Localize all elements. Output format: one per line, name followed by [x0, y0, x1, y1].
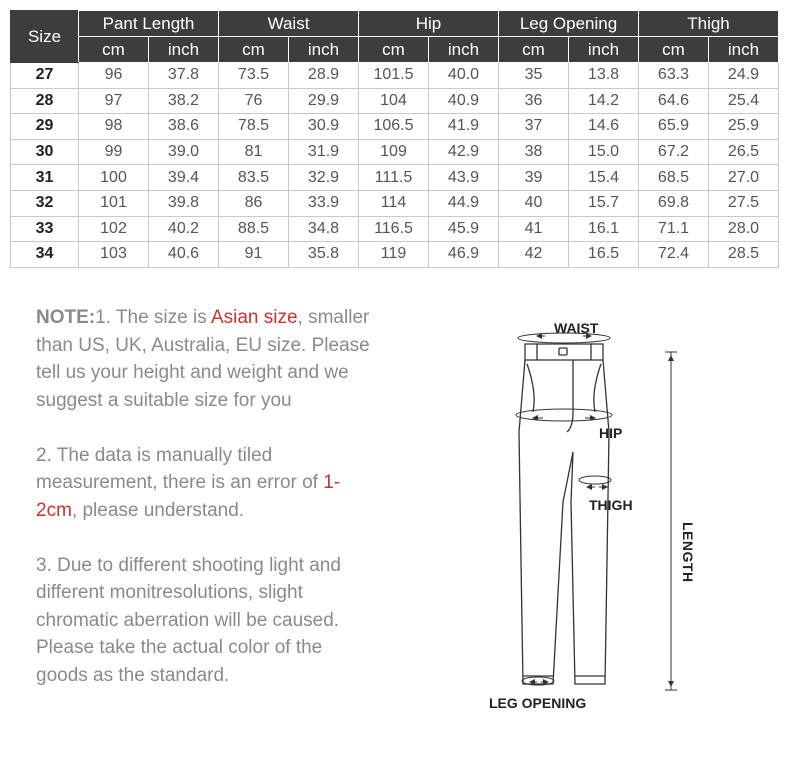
- table-cell: 88.5: [219, 216, 289, 242]
- table-cell: 71.1: [639, 216, 709, 242]
- table-cell: 32.9: [289, 165, 359, 191]
- table-cell: 78.5: [219, 114, 289, 140]
- table-cell: 39: [499, 165, 569, 191]
- table-cell: 28.5: [709, 242, 779, 268]
- pants-measurement-diagram: [475, 312, 725, 717]
- waist-header: Waist: [219, 11, 359, 37]
- thigh-label: THIGH: [589, 497, 633, 513]
- table-cell: 33.9: [289, 190, 359, 216]
- leg-opening-label: LEG OPENING: [489, 695, 587, 711]
- note-1-text-after: , smaller than US, UK, Australia, EU size. Please tell us your height and weight and we suggest a suitable size for you: [36, 307, 370, 411]
- thigh-header: Thigh: [639, 11, 779, 37]
- length-label: LENGTH: [680, 522, 696, 583]
- note-1-highlight: Asian size: [210, 307, 298, 328]
- size-cell: 27: [11, 63, 79, 89]
- table-cell: 97: [79, 88, 149, 114]
- note-1-text-before: 1. The size is: [95, 307, 211, 328]
- note-2-text-after: , please understand.: [71, 499, 245, 521]
- leg-opening-header: Leg Opening: [499, 11, 639, 37]
- table-cell: 25.4: [709, 88, 779, 114]
- table-cell: 37.8: [149, 63, 219, 89]
- table-cell: 91: [219, 242, 289, 268]
- table-cell: 104: [359, 88, 429, 114]
- table-cell: 119: [359, 242, 429, 268]
- table-row: [11, 88, 779, 114]
- table-cell: 101: [79, 190, 149, 216]
- table-cell: 109: [359, 139, 429, 165]
- table-row: [11, 114, 779, 140]
- unit-header: inch: [569, 37, 639, 63]
- table-cell: 102: [79, 216, 149, 242]
- size-cell: 29: [11, 114, 79, 140]
- table-cell: 27.0: [709, 165, 779, 191]
- table-cell: 69.8: [639, 190, 709, 216]
- table-cell: 14.6: [569, 114, 639, 140]
- table-row: [11, 242, 779, 268]
- table-cell: 42: [499, 242, 569, 268]
- table-cell: 38.2: [149, 88, 219, 114]
- table-cell: 14.2: [569, 88, 639, 114]
- unit-header: cm: [639, 37, 709, 63]
- table-cell: 41.9: [429, 114, 499, 140]
- pant-length-header: Pant Length: [79, 11, 219, 37]
- unit-header: cm: [359, 37, 429, 63]
- table-cell: 42.9: [429, 139, 499, 165]
- table-cell: 81: [219, 139, 289, 165]
- table-cell: 37: [499, 114, 569, 140]
- table-cell: 15.0: [569, 139, 639, 165]
- table-row: [11, 63, 779, 89]
- size-cell: 34: [11, 242, 79, 268]
- table-cell: 15.4: [569, 165, 639, 191]
- note-2-highlight: 1-2cm: [36, 472, 341, 521]
- unit-header: inch: [429, 37, 499, 63]
- table-cell: 16.1: [569, 216, 639, 242]
- unit-header: cm: [499, 37, 569, 63]
- table-row: [11, 139, 779, 165]
- table-units-header-row: [11, 37, 779, 63]
- table-cell: 96: [79, 63, 149, 89]
- table-cell: 86: [219, 190, 289, 216]
- table-cell: 116.5: [359, 216, 429, 242]
- table-cell: 39.0: [149, 139, 219, 165]
- table-cell: 31.9: [289, 139, 359, 165]
- table-cell: 36: [499, 88, 569, 114]
- table-body: [11, 63, 779, 268]
- table-cell: 40.2: [149, 216, 219, 242]
- table-cell: 40.9: [429, 88, 499, 114]
- table-cell: 45.9: [429, 216, 499, 242]
- hip-label: HIP: [599, 425, 623, 441]
- table-cell: 16.5: [569, 242, 639, 268]
- note-paragraph-2: [36, 442, 376, 525]
- table-cell: 29.9: [289, 88, 359, 114]
- unit-header: cm: [219, 37, 289, 63]
- table-cell: 27.5: [709, 190, 779, 216]
- table-cell: 64.6: [639, 88, 709, 114]
- unit-header: inch: [709, 37, 779, 63]
- table-cell: 68.5: [639, 165, 709, 191]
- table-cell: 111.5: [359, 165, 429, 191]
- table-cell: 46.9: [429, 242, 499, 268]
- table-cell: 41: [499, 216, 569, 242]
- unit-header: inch: [149, 37, 219, 63]
- table-cell: 39.4: [149, 165, 219, 191]
- table-cell: 101.5: [359, 63, 429, 89]
- size-cell: 33: [11, 216, 79, 242]
- table-cell: 43.9: [429, 165, 499, 191]
- size-cell: 31: [11, 165, 79, 191]
- table-row: [11, 216, 779, 242]
- table-cell: 103: [79, 242, 149, 268]
- table-cell: 83.5: [219, 165, 289, 191]
- table-cell: 63.3: [639, 63, 709, 89]
- table-cell: 106.5: [359, 114, 429, 140]
- pants-outline: [519, 344, 609, 684]
- table-cell: 25.9: [709, 114, 779, 140]
- table-cell: 38: [499, 139, 569, 165]
- table-cell: 40.6: [149, 242, 219, 268]
- table-cell: 28.0: [709, 216, 779, 242]
- table-cell: 39.8: [149, 190, 219, 216]
- table-cell: 100: [79, 165, 149, 191]
- table-cell: 72.4: [639, 242, 709, 268]
- table-cell: 26.5: [709, 139, 779, 165]
- table-cell: 67.2: [639, 139, 709, 165]
- hip-header: Hip: [359, 11, 499, 37]
- note-paragraph-1: [36, 304, 376, 414]
- table-cell: 73.5: [219, 63, 289, 89]
- table-cell: 40.0: [429, 63, 499, 89]
- table-cell: 98: [79, 114, 149, 140]
- table-cell: 13.8: [569, 63, 639, 89]
- table-cell: 35: [499, 63, 569, 89]
- table-cell: 24.9: [709, 63, 779, 89]
- size-chart-table: [10, 10, 779, 268]
- unit-header: cm: [79, 37, 149, 63]
- table-cell: 76: [219, 88, 289, 114]
- table-cell: 28.9: [289, 63, 359, 89]
- size-cell: 28: [11, 88, 79, 114]
- size-note: [36, 304, 376, 689]
- table-cell: 65.9: [639, 114, 709, 140]
- table-row: [11, 190, 779, 216]
- note-2-text-before: 2. The data is manually tiled measurement, there is an error of: [36, 444, 324, 493]
- size-cell: 32: [11, 190, 79, 216]
- table-cell: 35.8: [289, 242, 359, 268]
- waist-label: WAIST: [554, 320, 599, 336]
- size-cell: 30: [11, 139, 79, 165]
- table-cell: 30.9: [289, 114, 359, 140]
- table-cell: 15.7: [569, 190, 639, 216]
- table-group-header-row: [11, 11, 779, 37]
- table-cell: 34.8: [289, 216, 359, 242]
- unit-header: inch: [289, 37, 359, 63]
- table-cell: 40: [499, 190, 569, 216]
- table-cell: 38.6: [149, 114, 219, 140]
- note-paragraph-3: 3. Due to different shooting light and different monitresolutions, slight chromatic aberration will be caused. Please take the actual color of the goods as the standard.: [36, 554, 341, 686]
- table-row: [11, 165, 779, 191]
- table-cell: 99: [79, 139, 149, 165]
- table-cell: 114: [359, 190, 429, 216]
- size-column-header: Size: [11, 11, 79, 63]
- pants-illustration: [475, 312, 725, 717]
- table-cell: 44.9: [429, 190, 499, 216]
- note-label: NOTE:: [36, 307, 96, 328]
